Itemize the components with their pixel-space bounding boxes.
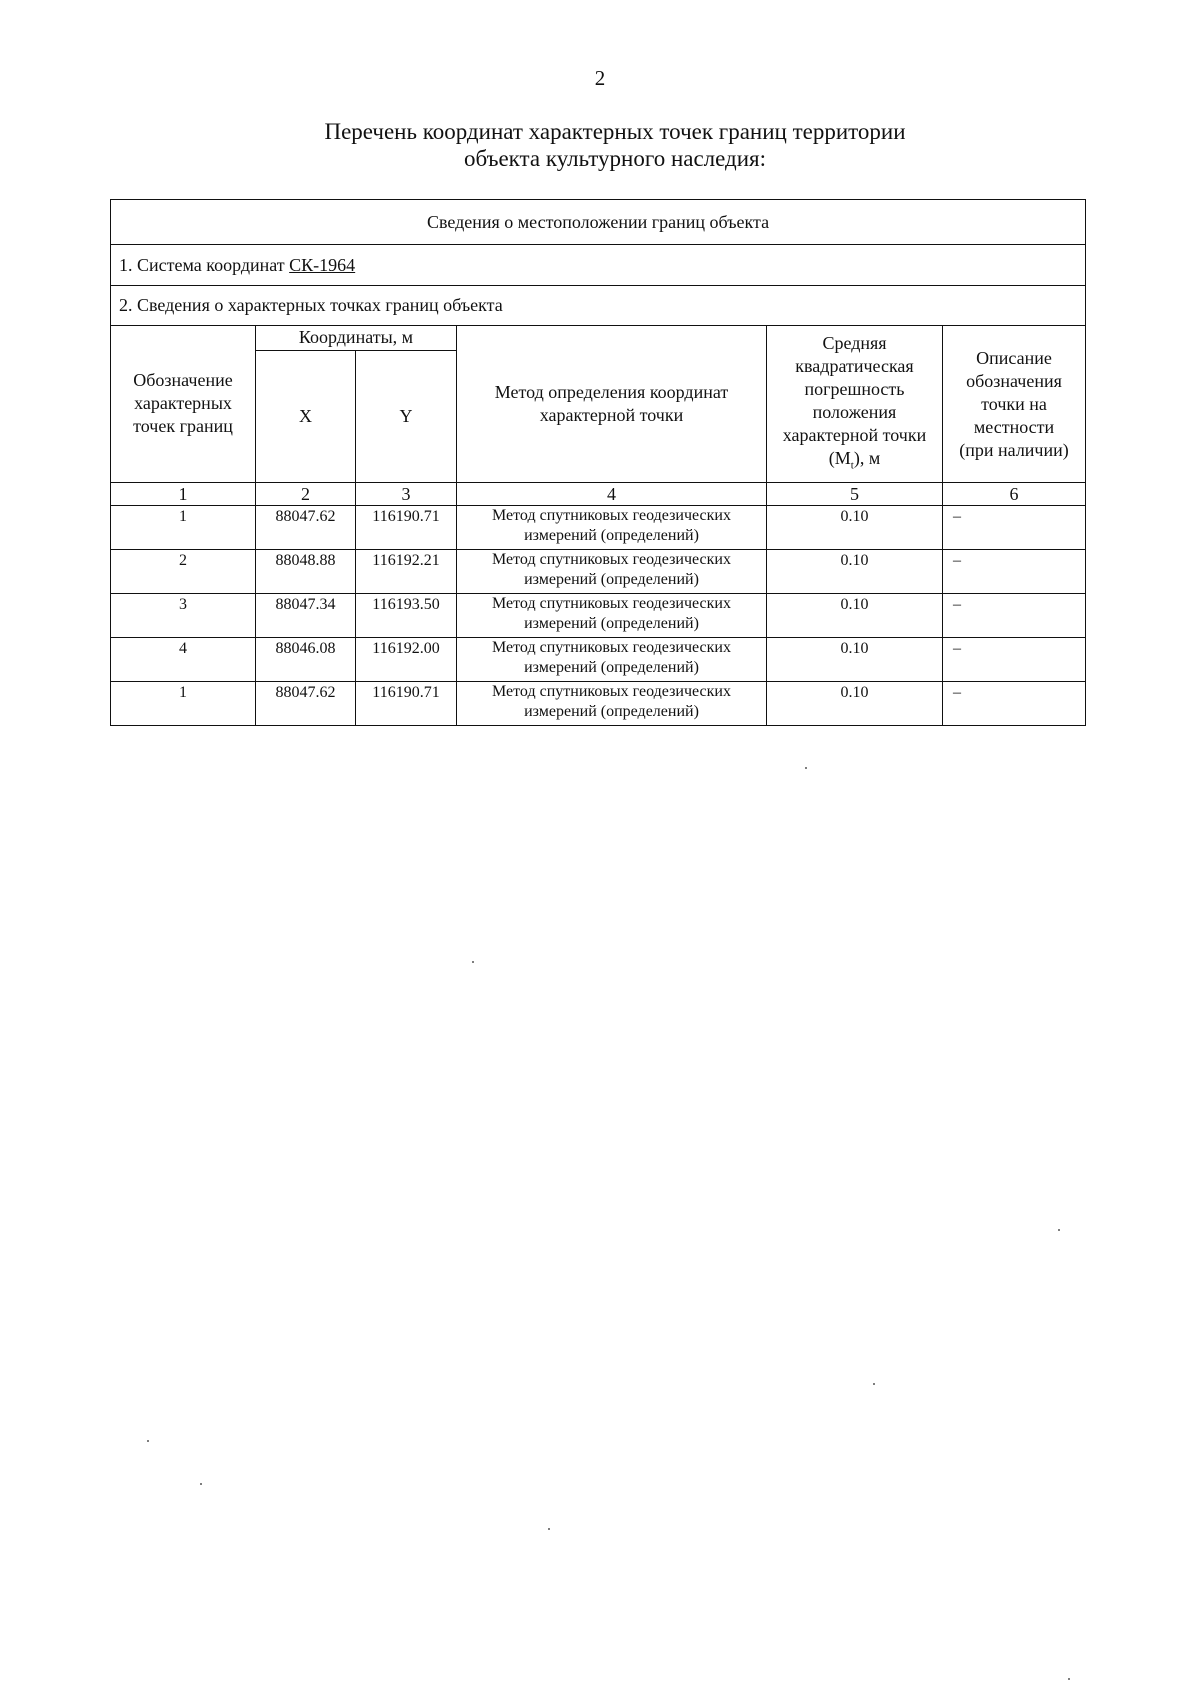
- scan-speck: [873, 1383, 875, 1385]
- coordinate-system-row: [111, 245, 1086, 286]
- scan-speck: [147, 1440, 149, 1442]
- mean-error: 0.10: [767, 549, 943, 593]
- scan-speck: [200, 1483, 202, 1485]
- header-error-suffix: ), м: [853, 448, 881, 468]
- document-title-line-2: объекта культурного наследия:: [463, 146, 767, 171]
- points-info: 2. Сведения о характерных точках границ объекта: [111, 286, 1086, 326]
- method: Метод спутниковых геодезических измерений (определений): [457, 681, 767, 725]
- coordinate-x: 88048.88: [256, 549, 356, 593]
- coordinate-x: 88047.62: [256, 681, 356, 725]
- page-number: 2: [594, 66, 606, 90]
- coordinate-system-value: СК-1964: [289, 254, 356, 275]
- point-designation: 4: [111, 637, 256, 681]
- table-row: [111, 637, 1086, 681]
- coordinate-y: 116190.71: [356, 505, 457, 549]
- scan-speck: [472, 961, 474, 963]
- table-row: [111, 681, 1086, 725]
- column-numbers-row: [111, 482, 1086, 505]
- point-description: –: [943, 637, 1086, 681]
- point-description: –: [943, 593, 1086, 637]
- header-method: Метод определения координат характерной точки: [457, 326, 767, 483]
- coordinate-y: 116193.50: [356, 593, 457, 637]
- points-info-row: [111, 286, 1086, 326]
- table-section-title: Сведения о местоположении границ объекта: [111, 200, 1086, 245]
- coordinate-x: 88047.62: [256, 505, 356, 549]
- point-description: –: [943, 505, 1086, 549]
- point-designation: 3: [111, 593, 256, 637]
- header-x: X: [256, 350, 356, 482]
- header-error-text: Средняя квадратическая погрешность положения характерной точки (M: [782, 333, 927, 468]
- column-number: 3: [356, 482, 457, 505]
- boundary-coordinates-table: [110, 199, 1086, 726]
- header-description: Описание обозначения точки на местности (при наличии): [943, 326, 1086, 483]
- column-number: 6: [943, 482, 1086, 505]
- coordinate-y: 116192.21: [356, 549, 457, 593]
- document-title: [0, 118, 1200, 172]
- header-error-subscript: t: [850, 459, 854, 472]
- coordinate-system-label: 1. Система координат: [119, 254, 290, 275]
- coordinate-system: [111, 245, 1086, 286]
- coordinate-x: 88047.34: [256, 593, 356, 637]
- header-y: Y: [356, 350, 457, 482]
- method: Метод спутниковых геодезических измерений (определений): [457, 637, 767, 681]
- method: Метод спутниковых геодезических измерений (определений): [457, 549, 767, 593]
- mean-error: 0.10: [767, 637, 943, 681]
- column-number: 4: [457, 482, 767, 505]
- header-row-1: [111, 326, 1086, 351]
- header-coordinates: Координаты, м: [256, 326, 457, 351]
- table-row: [111, 593, 1086, 637]
- method: Метод спутниковых геодезических измерений (определений): [457, 593, 767, 637]
- column-number: 1: [111, 482, 256, 505]
- header-designation: Обозначение характерных точек границ: [111, 326, 256, 483]
- point-designation: 1: [111, 505, 256, 549]
- scan-speck: [1058, 1229, 1060, 1231]
- table-row: [111, 505, 1086, 549]
- table-row: [111, 549, 1086, 593]
- document-title-line-1: Перечень координат характерных точек границ территории: [324, 119, 906, 144]
- column-number: 5: [767, 482, 943, 505]
- point-designation: 2: [111, 549, 256, 593]
- table-section-title-row: [111, 200, 1086, 245]
- scan-speck: [1068, 1678, 1070, 1680]
- point-description: –: [943, 681, 1086, 725]
- mean-error: 0.10: [767, 505, 943, 549]
- scan-speck: [548, 1528, 550, 1530]
- scan-speck: [805, 767, 807, 769]
- method: Метод спутниковых геодезических измерений (определений): [457, 505, 767, 549]
- coordinate-y: 116192.00: [356, 637, 457, 681]
- coordinate-x: 88046.08: [256, 637, 356, 681]
- mean-error: 0.10: [767, 681, 943, 725]
- point-description: –: [943, 549, 1086, 593]
- header-error: [767, 326, 943, 483]
- mean-error: 0.10: [767, 593, 943, 637]
- coordinate-y: 116190.71: [356, 681, 457, 725]
- point-designation: 1: [111, 681, 256, 725]
- column-number: 2: [256, 482, 356, 505]
